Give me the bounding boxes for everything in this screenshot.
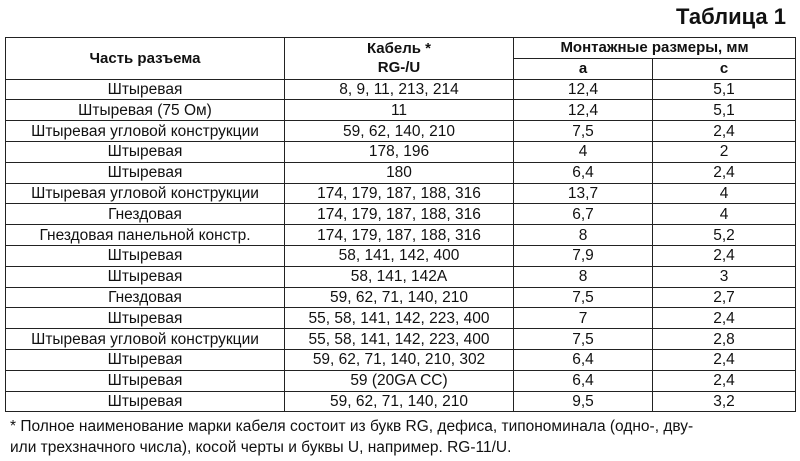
cell-cable: 55, 58, 141, 142, 223, 400	[285, 329, 514, 350]
cell-cable: 174, 179, 187, 188, 316	[285, 183, 514, 204]
cell-part: Штыревая	[6, 79, 285, 100]
cell-c: 2,4	[653, 245, 796, 266]
cell-a: 7	[514, 308, 653, 329]
cell-c: 5,1	[653, 100, 796, 121]
header-dimensions: Монтажные размеры, мм	[514, 38, 796, 59]
cell-c: 2,4	[653, 308, 796, 329]
cell-a: 7,5	[514, 121, 653, 142]
cell-a: 9,5	[514, 391, 653, 412]
table-row	[6, 370, 796, 391]
cell-a: 8	[514, 266, 653, 287]
table-row	[6, 308, 796, 329]
cell-c: 4	[653, 183, 796, 204]
footnote	[10, 416, 795, 458]
header-a: a	[514, 58, 653, 79]
cell-cable: 59, 62, 140, 210	[285, 121, 514, 142]
cell-a: 7,9	[514, 245, 653, 266]
cell-cable: 55, 58, 141, 142, 223, 400	[285, 308, 514, 329]
cell-c: 4	[653, 204, 796, 225]
cell-cable: 180	[285, 162, 514, 183]
cell-a: 12,4	[514, 79, 653, 100]
table-row	[6, 183, 796, 204]
cell-cable: 178, 196	[285, 141, 514, 162]
cell-c: 2,4	[653, 121, 796, 142]
cell-cable: 11	[285, 100, 514, 121]
cell-cable: 58, 141, 142, 400	[285, 245, 514, 266]
cell-part: Штыревая	[6, 162, 285, 183]
cell-part: Гнездовая	[6, 287, 285, 308]
cell-a: 6,7	[514, 204, 653, 225]
cell-part: Штыревая	[6, 370, 285, 391]
table-row	[6, 162, 796, 183]
cell-part: Штыревая угловой конструкции	[6, 329, 285, 350]
header-part: Часть разъема	[6, 38, 285, 80]
cell-c: 3	[653, 266, 796, 287]
table-row	[6, 141, 796, 162]
cell-c: 2,8	[653, 329, 796, 350]
cell-c: 5,2	[653, 225, 796, 246]
cell-c: 2,4	[653, 349, 796, 370]
table-row	[6, 329, 796, 350]
header-c: c	[653, 58, 796, 79]
cell-part: Штыревая	[6, 391, 285, 412]
cell-a: 4	[514, 141, 653, 162]
cell-cable: 59, 62, 71, 140, 210	[285, 391, 514, 412]
cell-a: 6,4	[514, 349, 653, 370]
cell-part: Штыревая	[6, 308, 285, 329]
cell-part: Штыревая угловой конструкции	[6, 121, 285, 142]
cell-part: Штыревая	[6, 349, 285, 370]
cell-a: 7,5	[514, 287, 653, 308]
cell-part: Штыревая	[6, 141, 285, 162]
header-cable-line1: Кабель *	[366, 40, 432, 58]
table-row	[6, 204, 796, 225]
footnote-line2: или трехзначного числа), косой черты и буквы U, например. RG-11/U.	[10, 439, 512, 456]
table-row	[6, 349, 796, 370]
table-row	[6, 79, 796, 100]
cell-c: 2	[653, 141, 796, 162]
cell-a: 12,4	[514, 100, 653, 121]
cell-part: Штыревая	[6, 266, 285, 287]
cell-a: 7,5	[514, 329, 653, 350]
table-row	[6, 391, 796, 412]
cell-a: 8	[514, 225, 653, 246]
cell-c: 2,4	[653, 370, 796, 391]
table-row	[6, 287, 796, 308]
table-row	[6, 266, 796, 287]
cell-part: Штыревая (75 Ом)	[6, 100, 285, 121]
cell-cable: 59 (20GA CC)	[285, 370, 514, 391]
cell-a: 6,4	[514, 162, 653, 183]
cell-part: Штыревая	[6, 245, 285, 266]
cell-part: Гнездовая	[6, 204, 285, 225]
cell-c: 2,7	[653, 287, 796, 308]
connector-dimensions-table	[5, 37, 796, 412]
cell-cable: 59, 62, 71, 140, 210	[285, 287, 514, 308]
cell-c: 2,4	[653, 162, 796, 183]
table-body	[6, 79, 796, 412]
table-row	[6, 100, 796, 121]
header-cable-line2: RG-/U	[377, 59, 421, 77]
table-title: Таблица 1	[675, 4, 786, 29]
table-row	[6, 121, 796, 142]
cell-c: 3,2	[653, 391, 796, 412]
header-cable	[285, 38, 514, 80]
cell-part: Штыревая угловой конструкции	[6, 183, 285, 204]
cell-a: 6,4	[514, 370, 653, 391]
cell-cable: 58, 141, 142A	[285, 266, 514, 287]
cell-cable: 174, 179, 187, 188, 316	[285, 225, 514, 246]
footnote-line1: * Полное наименование марки кабеля состоит из букв RG, дефиса, типономинала (одно-, дву-	[10, 418, 694, 435]
cell-cable: 174, 179, 187, 188, 316	[285, 204, 514, 225]
table-row	[6, 245, 796, 266]
cell-c: 5,1	[653, 79, 796, 100]
cell-a: 13,7	[514, 183, 653, 204]
cell-part: Гнездовая панельной констр.	[6, 225, 285, 246]
cell-cable: 59, 62, 71, 140, 210, 302	[285, 349, 514, 370]
table-row	[6, 225, 796, 246]
cell-cable: 8, 9, 11, 213, 214	[285, 79, 514, 100]
